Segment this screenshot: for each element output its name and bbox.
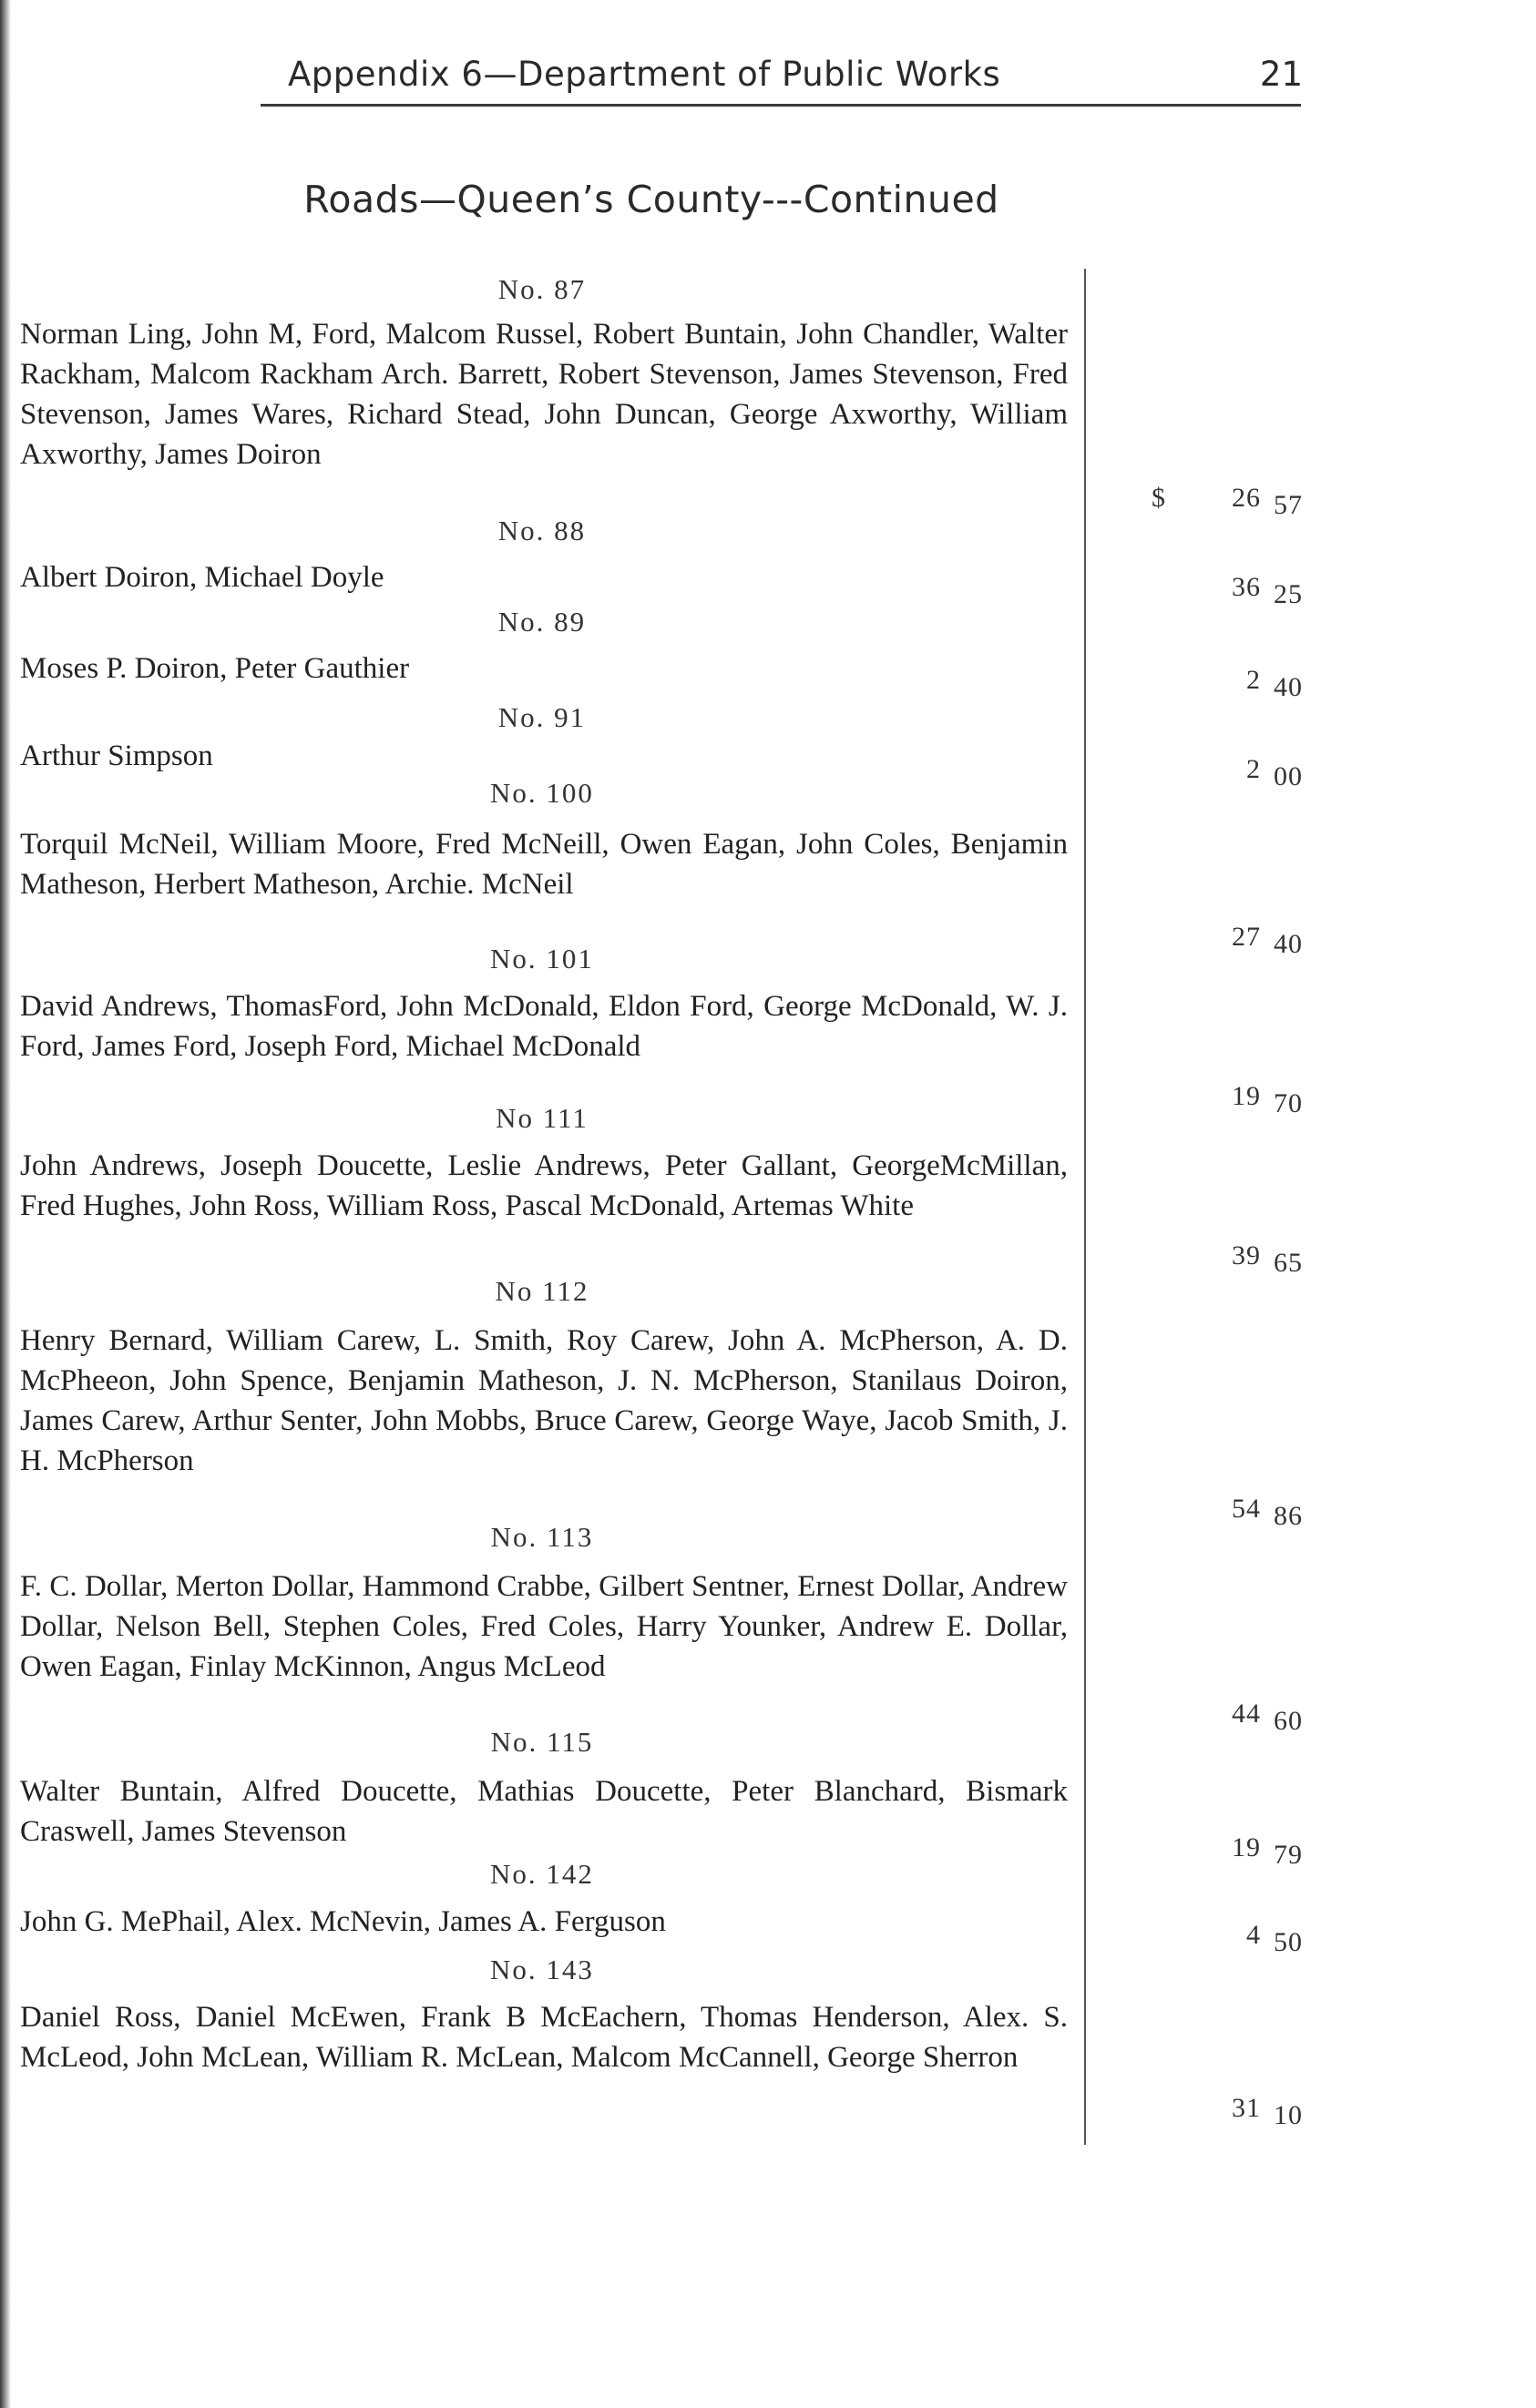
amount-dollars: 19 bbox=[1232, 1832, 1261, 1862]
amount-cents: 60 bbox=[1274, 1706, 1303, 1736]
header-title: Appendix 6—Department of Public Works bbox=[288, 55, 1001, 94]
amount-dollars: 27 bbox=[1232, 922, 1261, 952]
amount-dollars: 36 bbox=[1232, 572, 1261, 602]
road-number: No. 91 bbox=[497, 701, 587, 733]
road-amount bbox=[1130, 754, 1303, 792]
amount-dollars: 4 bbox=[1246, 1920, 1261, 1950]
road-number: No. 101 bbox=[490, 943, 594, 974]
amount-cents: 57 bbox=[1274, 490, 1303, 520]
amount-cents: 79 bbox=[1274, 1840, 1303, 1870]
road-number: No. 113 bbox=[490, 1521, 594, 1553]
amount-cents: 70 bbox=[1274, 1088, 1303, 1118]
running-header bbox=[288, 55, 1303, 100]
road-amount bbox=[1130, 1832, 1303, 1871]
road-amount bbox=[1130, 483, 1303, 521]
road-workers-names: Daniel Ross, Daniel McEwen, Frank B McEachern, Thomas Henderson, Alex. S. McLeod, John McLean, William R. McLean, Malcom McCannell, George Sherron bbox=[20, 2001, 1068, 2074]
road-workers-names: F. C. Dollar, Merton Dollar, Hammond Crabbe, Gilbert Sentner, Ernest Dollar, Andrew Dollar, Nelson Bell, Stephen Coles, Fred Coles, Harry Younker, Andrew E. Dollar, Owen Eagan, Finlay McKinnon, Angus McLeod bbox=[20, 1570, 1068, 1683]
amount-dollars: 44 bbox=[1232, 1699, 1261, 1729]
road-workers-names: Albert Doiron, Michael Doyle bbox=[20, 561, 384, 594]
amount-dollars: 54 bbox=[1232, 1494, 1261, 1524]
road-workers-names: Moses P. Doiron, Peter Gauthier bbox=[20, 652, 410, 685]
page-number: 21 bbox=[1259, 55, 1303, 94]
road-amount bbox=[1130, 1081, 1303, 1119]
road-number: No. 89 bbox=[497, 606, 587, 638]
amount-cents: 00 bbox=[1274, 761, 1303, 791]
page-edge-shadow bbox=[0, 0, 11, 2408]
amount-cents: 50 bbox=[1274, 1927, 1303, 1957]
road-number: No. 115 bbox=[490, 1726, 594, 1758]
road-number: No. 142 bbox=[490, 1858, 594, 1890]
road-workers-names: Arthur Simpson bbox=[20, 740, 213, 772]
road-amount bbox=[1130, 1920, 1303, 1958]
road-workers-names: David Andrews, ThomasFord, John McDonald, Eldon Ford, George McDonald, W. J. Ford, James Ford, Joseph Ford, Michael McDonald bbox=[20, 990, 1068, 1063]
road-number: No 111 bbox=[496, 1102, 589, 1134]
road-amount bbox=[1130, 922, 1303, 960]
currency-symbol: $ bbox=[1152, 483, 1166, 513]
amount-dollars: 26 bbox=[1232, 483, 1261, 513]
road-amount bbox=[1130, 1494, 1303, 1532]
amount-cents: 25 bbox=[1274, 579, 1303, 609]
road-number: No 112 bbox=[495, 1275, 589, 1307]
amount-column-rule bbox=[1084, 269, 1086, 2145]
road-workers-names: Torquil McNeil, William Moore, Fred McNeill, Owen Eagan, John Coles, Benjamin Matheson, Herbert Matheson, Archie. McNeil bbox=[20, 828, 1068, 901]
road-amount bbox=[1130, 2093, 1303, 2131]
road-workers-names: Henry Bernard, William Carew, L. Smith, Roy Carew, John A. McPherson, A. D. McPheeon, John Spence, Benjamin Matheson, J. N. McPherson, Stanilaus Doiron, James Carew, Arthur Senter, John Mobbs, Bruce Carew, George Waye, Jacob Smith, J. H. McPherson bbox=[20, 1324, 1068, 1477]
road-workers-names: John Andrews, Joseph Doucette, Leslie Andrews, Peter Gallant, GeorgeMcMillan, Fred Hughes, John Ross, William Ross, Pascal McDonald, Artemas White bbox=[20, 1149, 1068, 1222]
amount-cents: 40 bbox=[1274, 672, 1303, 702]
road-amount bbox=[1130, 1699, 1303, 1737]
road-workers-names: Walter Buntain, Alfred Doucette, Mathias Doucette, Peter Blanchard, Bismark Craswell, James Stevenson bbox=[20, 1775, 1068, 1848]
road-amount bbox=[1130, 1240, 1303, 1279]
amount-dollars: 2 bbox=[1246, 665, 1261, 695]
amount-dollars: 19 bbox=[1232, 1081, 1261, 1111]
road-number: No. 87 bbox=[497, 273, 587, 305]
road-workers-names: John G. MePhail, Alex. McNevin, James A. Ferguson bbox=[20, 1905, 666, 1938]
amount-dollars: 2 bbox=[1246, 754, 1261, 784]
amount-cents: 65 bbox=[1274, 1248, 1303, 1278]
amount-cents: 40 bbox=[1274, 929, 1303, 959]
road-amount bbox=[1130, 572, 1303, 610]
road-number: No. 88 bbox=[497, 515, 587, 546]
road-amount bbox=[1130, 665, 1303, 703]
amount-dollars: 39 bbox=[1232, 1240, 1261, 1270]
road-workers-names: Norman Ling, John M, Ford, Malcom Russel, Robert Buntain, John Chandler, Walter Rackham, Malcom Rackham Arch. Barrett, Robert Stevenson, James Stevenson, Fred Stevenson, James Wares, Richard Stead, John Duncan, George Axworthy, William Axworthy, James Doiron bbox=[20, 318, 1068, 471]
amount-cents: 86 bbox=[1274, 1501, 1303, 1531]
section-title: Roads—Queen’s County---Continued bbox=[303, 178, 999, 221]
amount-dollars: 31 bbox=[1232, 2093, 1261, 2123]
road-number: No. 143 bbox=[490, 1954, 594, 1985]
road-number: No. 100 bbox=[490, 777, 594, 809]
header-rule bbox=[261, 104, 1301, 107]
amount-cents: 10 bbox=[1274, 2100, 1303, 2130]
